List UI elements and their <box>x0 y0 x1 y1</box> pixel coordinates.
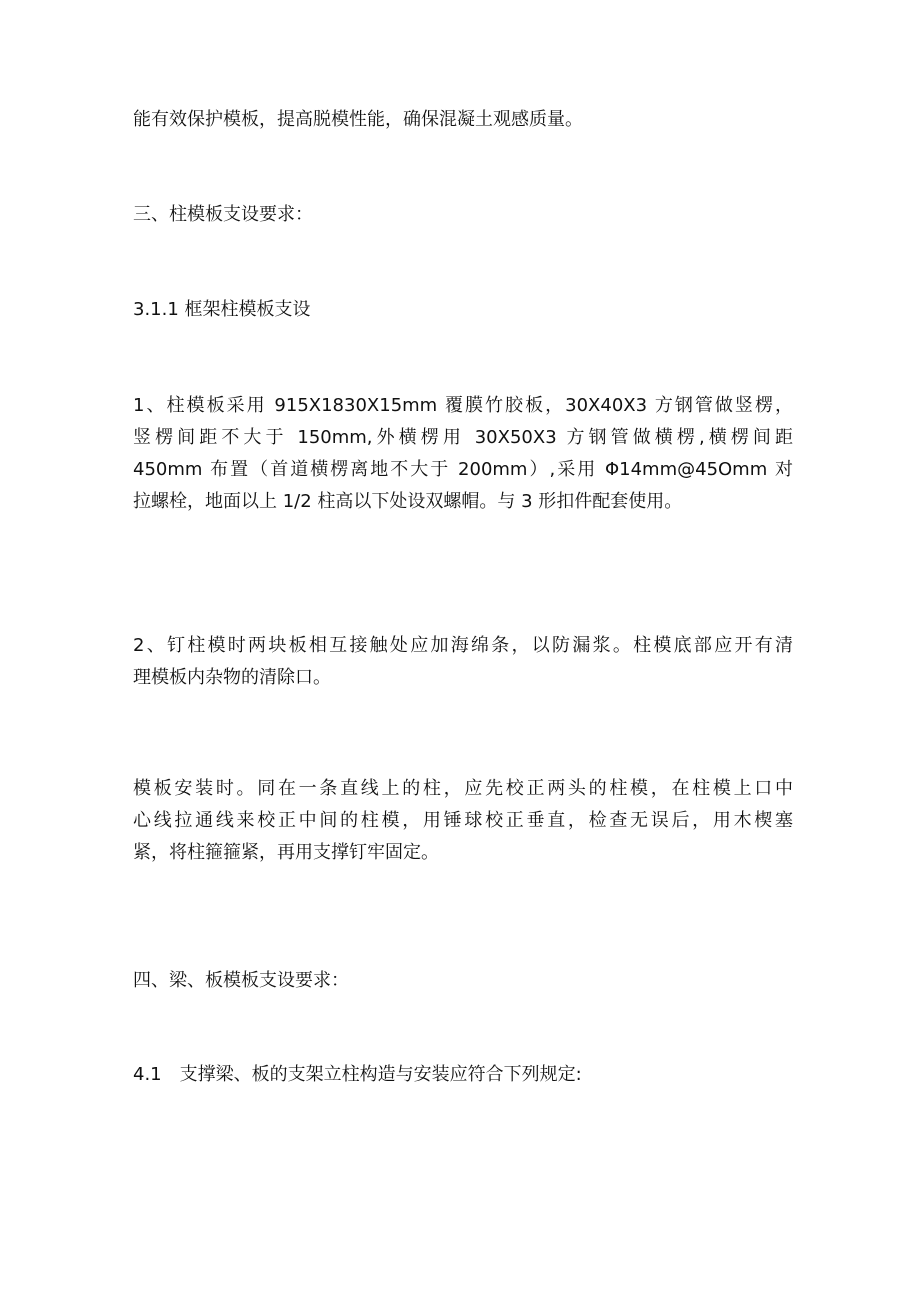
paragraph-item-1 <box>133 390 793 518</box>
text-line: 450mm 布置（首道横楞离地不大于 200mm）,采用 Φ14mm@45Omm 对 <box>133 459 793 480</box>
text-line: 1、柱模板采用 915X1830X15mm 覆膜竹胶板，30X40X3 方钢管做竖楞， <box>133 395 793 416</box>
text-line: 竖楞间距不大于 150mm,外横楞用 30X50X3 方钢管做横楞,横楞间距 <box>133 427 793 448</box>
text-line: 心线拉通线来校正中间的柱模，用锤球校正垂直，检查无误后，用木楔塞 <box>133 810 793 831</box>
paragraph-formwork-protection <box>133 104 793 136</box>
text-line: 4.1 支撑梁、板的支架立柱构造与安装应符合下列规定: <box>133 1064 582 1085</box>
text-line: 拉螺栓，地面以上 1/2 柱高以下处设双螺帽。与 3 形扣件配套使用。 <box>133 491 683 512</box>
text-line: 模板安装时。同在一条直线上的柱，应先校正两头的柱模，在柱模上口中 <box>133 778 793 799</box>
subsection-heading-3-1-1 <box>133 294 793 326</box>
text-line: 2、钉柱模时两块板相互接触处应加海绵条，以防漏浆。柱模底部应开有清 <box>133 635 793 656</box>
text-line: 3.1.1 框架柱模板支设 <box>133 299 311 320</box>
paragraph-item-2 <box>133 630 793 694</box>
section-heading-3 <box>133 199 793 231</box>
paragraph-installation <box>133 773 793 869</box>
text-line: 理模板内杂物的清除口。 <box>133 667 331 688</box>
text-line: 四、梁、板模板支设要求： <box>133 970 349 991</box>
text-line: 能有效保护模板，提高脱模性能，确保混凝土观感质量。 <box>133 109 583 130</box>
text-line: 紧，将柱箍箍紧，再用支撑钉牢固定。 <box>133 842 439 863</box>
subsection-heading-4-1 <box>133 1059 793 1091</box>
text-line: 三、柱模板支设要求： <box>133 204 313 225</box>
section-heading-4 <box>133 965 793 997</box>
